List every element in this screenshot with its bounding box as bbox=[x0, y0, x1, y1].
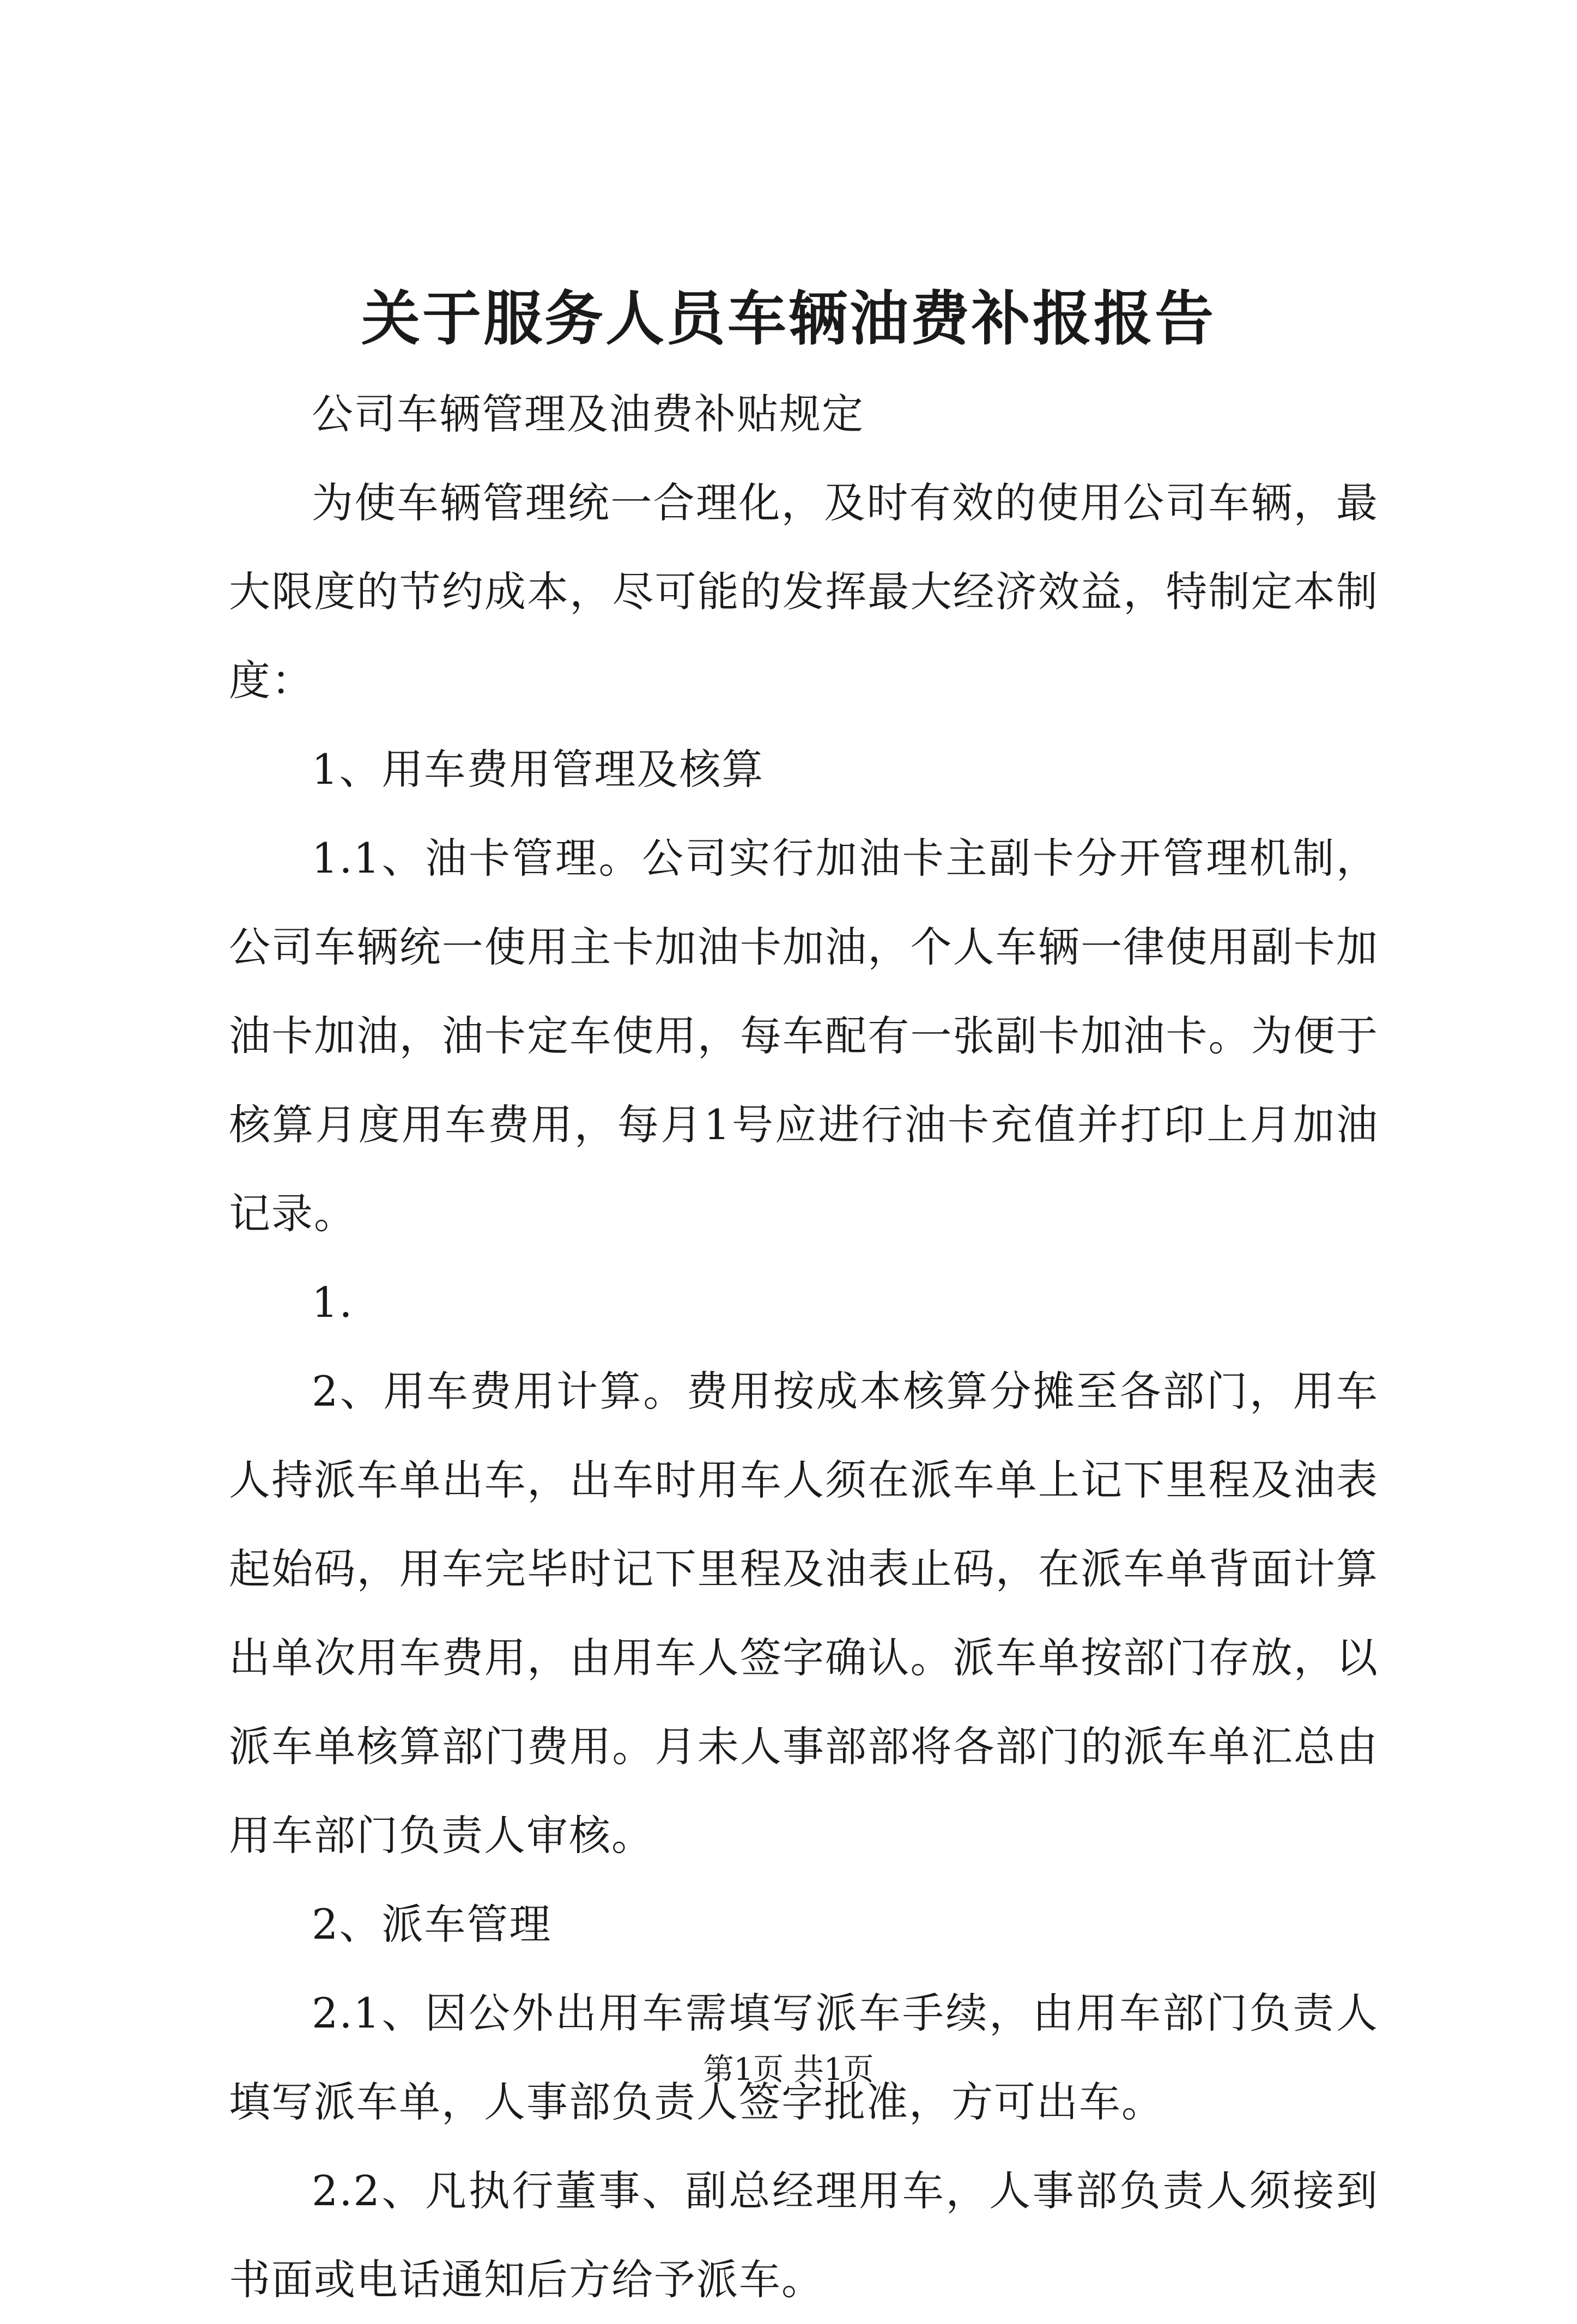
paragraph: 公司车辆管理及油费补贴规定 bbox=[312, 390, 864, 438]
paragraph: 1、用车费用管理及核算 bbox=[312, 745, 765, 794]
paragraph: 2、用车费用计算。费用按成本核算分摊至各部门，用车人持派车单出车，出车时用车人须在派车单上记下里程及油表起始码，用车完毕时记下里程及油表止码，在派车单背面计算出单次用车费用，由用车人签字确认。派车单按部门存放，以派车单核算部门费用。月未人事部部将各部门的派车单汇总由用车部门负责人审核。 bbox=[229, 1367, 1379, 1860]
paragraph: 2.2、凡执行董事、副总经理用车，人事部负责人须接到书面或电话通知后方给予派车。 bbox=[229, 2166, 1379, 2304]
page-footer: 第1页 共1页 bbox=[703, 2052, 874, 2087]
paragraph: 2、派车管理 bbox=[312, 1900, 552, 1948]
paragraph: 1.1、油卡管理。公司实行加油卡主副卡分开管理机制，公司车辆统一使用主卡加油卡加油，个人车辆一律使用副卡加油卡加油，油卡定车使用，每车配有一张副卡加油卡。为便于核算月度用车费用，每月1号应进行油卡充值并打印上月加油记录。 bbox=[229, 834, 1379, 1238]
document-title: 关于服务人员车辆油费补报报告 bbox=[361, 285, 1216, 353]
paragraph: 为使车辆管理统一合理化，及时有效的使用公司车辆，最大限度的节约成本，尽可能的发挥最大经济效益，特制定本制度： bbox=[229, 479, 1379, 705]
paragraph: 1. bbox=[312, 1278, 354, 1327]
paragraph: 2.1、因公外出用车需填写派车手续，由用车部门负责人填写派车单，人事部负责人签字批准，方可出车。 bbox=[229, 1989, 1379, 2126]
document-body bbox=[229, 370, 1379, 2324]
